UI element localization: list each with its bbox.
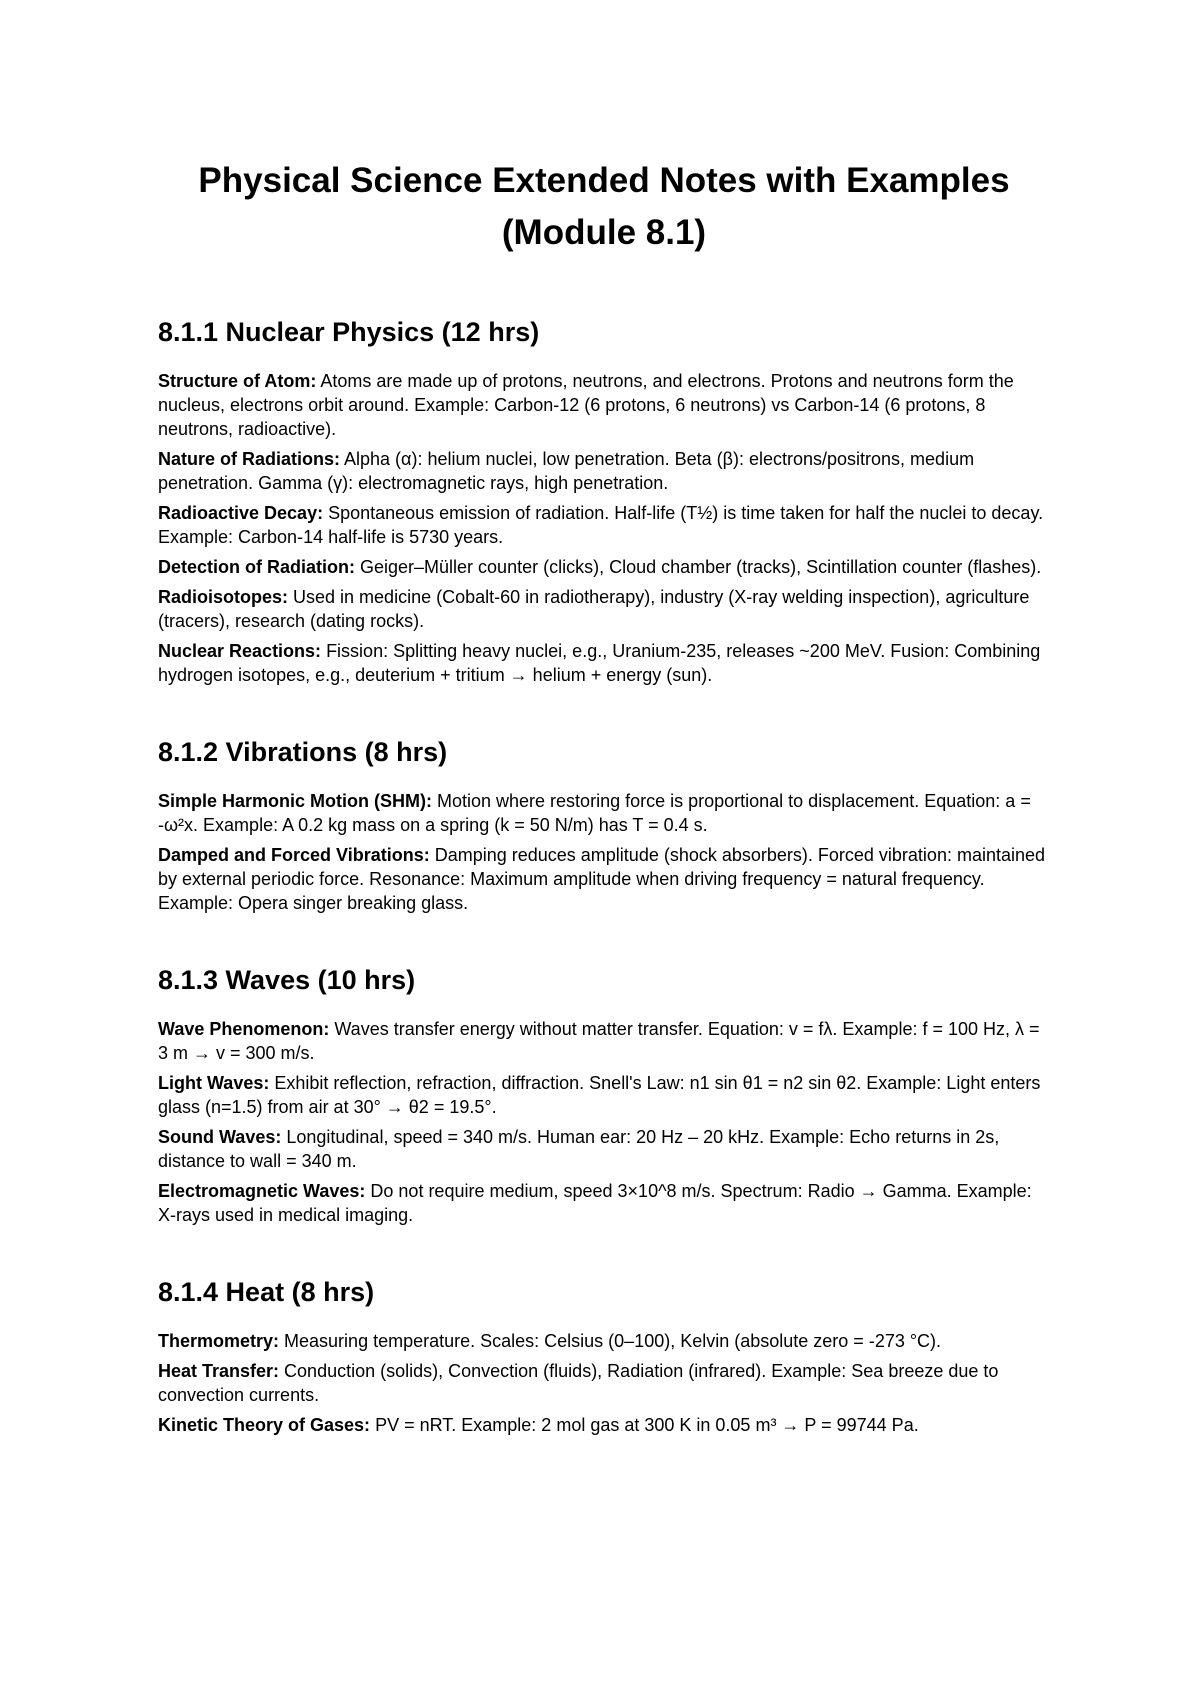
entry-term: Simple Harmonic Motion (SHM): — [158, 791, 432, 811]
entry-text: Motion where restoring force is proportional to displacement. Equation: a = -ω²x. Example: A 0.2 kg mass on a spring (k = 50 N/m) has T = 0.4 s. — [158, 791, 1031, 835]
entry-term: Thermometry: — [158, 1331, 280, 1351]
entry-heat-transfer — [158, 1359, 1050, 1407]
entry-term: Kinetic Theory of Gases: — [158, 1415, 371, 1435]
entry-term: Nature of Radiations: — [158, 449, 341, 469]
entry-term: Radioactive Decay: — [158, 503, 324, 523]
entry-electromagnetic-waves — [158, 1179, 1050, 1227]
entry-text: Exhibit reflection, refraction, diffraction. Snell's Law: n1 sin θ1 = n2 sin θ2. Example: Light enters glass (n=1.5) from air at 30° → θ2 = 19.5°. — [158, 1073, 1041, 1117]
entry-simple-harmonic-motion — [158, 789, 1050, 837]
entry-term: Radioisotopes: — [158, 587, 289, 607]
entry-text: Measuring temperature. Scales: Celsius (0–100), Kelvin (absolute zero = -273 °C). — [279, 1331, 942, 1351]
entry-term: Heat Transfer: — [158, 1361, 280, 1381]
entry-term: Structure of Atom: — [158, 371, 317, 391]
entry-nature-of-radiations — [158, 447, 1050, 495]
entry-damped-forced-vibrations — [158, 843, 1050, 915]
entry-text: Damping reduces amplitude (shock absorbers). Forced vibration: maintained by external periodic force. Resonance: Maximum amplitude when driving frequency = natural frequency. Example: Opera singer breaking glass. — [158, 845, 1046, 913]
section-heading-vibrations: 8.1.2 Vibrations (8 hrs) — [158, 737, 448, 767]
section-heading-heat: 8.1.4 Heat (8 hrs) — [158, 1277, 375, 1307]
section-heading-waves: 8.1.3 Waves (10 hrs) — [158, 965, 416, 995]
entry-detection-of-radiation — [158, 555, 1050, 579]
entry-term: Damped and Forced Vibrations: — [158, 845, 430, 865]
entry-text: Longitudinal, speed = 340 m/s. Human ear: 20 Hz – 20 kHz. Example: Echo returns in 2s, distance to wall = 340 m. — [158, 1127, 1000, 1171]
entry-text: PV = nRT. Example: 2 mol gas at 300 K in 0.05 m³ → P = 99744 Pa. — [370, 1415, 919, 1435]
entry-text: Spontaneous emission of radiation. Half-life (T½) is time taken for half the nuclei to decay. Example: Carbon-14 half-life is 5730 years. — [158, 503, 1044, 547]
entry-term: Detection of Radiation: — [158, 557, 355, 577]
entry-nuclear-reactions — [158, 639, 1050, 687]
page-title — [158, 155, 1050, 259]
entry-text: Do not require medium, speed 3×10^8 m/s. Spectrum: Radio → Gamma. Example: X-rays used in medical imaging. — [158, 1181, 1032, 1225]
title-line-1: Physical Science Extended Notes with Examples — [198, 161, 1010, 200]
entry-thermometry — [158, 1329, 1050, 1353]
entry-text: Used in medicine (Cobalt-60 in radiotherapy), industry (X-ray welding inspection), agriculture (tracers), research (dating rocks). — [158, 587, 1030, 631]
entry-term: Sound Waves: — [158, 1127, 282, 1147]
entry-text: Conduction (solids), Convection (fluids), Radiation (infrared). Example: Sea breeze due to convection currents. — [158, 1361, 999, 1405]
entry-text: Geiger–Müller counter (clicks), Cloud chamber (tracks), Scintillation counter (flashes). — [355, 557, 1042, 577]
entry-term: Wave Phenomenon: — [158, 1019, 330, 1039]
entry-text: Atoms are made up of protons, neutrons, and electrons. Protons and neutrons form the nucleus, electrons orbit around. Example: Carbon-12 (6 protons, 6 neutrons) vs Carbon-14 (6 protons, 8 neutrons, radioactive). — [158, 371, 1014, 439]
entry-light-waves — [158, 1071, 1050, 1119]
entry-text: Alpha (α): helium nuclei, low penetration. Beta (β): electrons/positrons, medium penetration. Gamma (γ): electromagnetic rays, high penetration. — [158, 449, 975, 493]
entry-text: Fission: Splitting heavy nuclei, e.g., Uranium-235, releases ~200 MeV. Fusion: Combining hydrogen isotopes, e.g., deuterium + tritium → helium + energy (sun). — [158, 641, 1041, 685]
entry-wave-phenomenon — [158, 1017, 1050, 1065]
entry-sound-waves — [158, 1125, 1050, 1173]
entry-kinetic-theory-of-gases — [158, 1413, 1050, 1437]
entry-radioisotopes — [158, 585, 1050, 633]
section-heading-nuclear-physics: 8.1.1 Nuclear Physics (12 hrs) — [158, 317, 540, 347]
entry-radioactive-decay — [158, 501, 1050, 549]
entry-term: Nuclear Reactions: — [158, 641, 322, 661]
entry-text: Waves transfer energy without matter transfer. Equation: v = fλ. Example: f = 100 Hz, λ = 3 m → v = 300 m/s. — [158, 1019, 1040, 1063]
entry-structure-of-atom — [158, 369, 1050, 441]
entry-term: Light Waves: — [158, 1073, 270, 1093]
title-line-2: (Module 8.1) — [501, 213, 707, 252]
entry-term: Electromagnetic Waves: — [158, 1181, 366, 1201]
